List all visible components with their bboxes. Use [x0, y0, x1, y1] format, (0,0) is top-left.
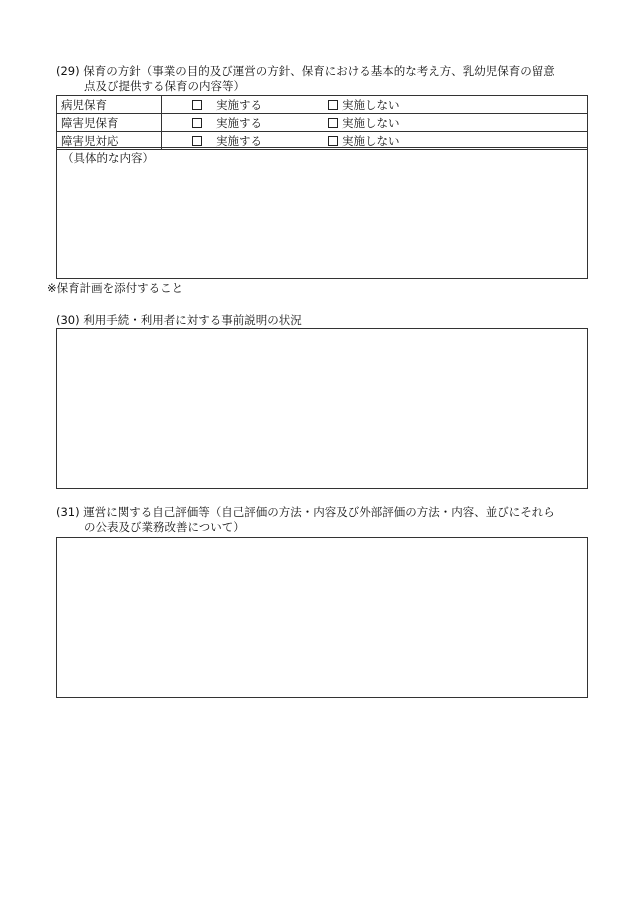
option-no[interactable]: 実施しない [328, 133, 400, 149]
section-30-heading [56, 313, 302, 328]
detail-label: （具体的な内容） [62, 151, 154, 165]
detail-textarea[interactable] [56, 147, 588, 279]
option-no[interactable]: 実施しない [328, 97, 400, 113]
section-30-title: 利用手続・利用者に対する事前説明の状況 [83, 313, 302, 327]
section-29-title-line1: 保育の方針（事業の目的及び運営の方針、保育における基本的な考え方、乳幼児保育の留意 [83, 64, 555, 78]
option-yes[interactable]: 実施する [192, 133, 262, 149]
evaluation-textarea[interactable] [56, 537, 588, 698]
row-name: 障害児対応 [57, 132, 162, 150]
checkbox-icon[interactable] [328, 100, 338, 110]
checkbox-icon[interactable] [192, 100, 202, 110]
checkbox-icon[interactable] [328, 118, 338, 128]
section-31-title-line2: の公表及び業務改善について） [84, 520, 245, 534]
table-row [57, 114, 588, 132]
option-no[interactable]: 実施しない [328, 115, 400, 131]
section-29-heading [56, 64, 555, 79]
option-yes[interactable]: 実施する [192, 115, 262, 131]
row-name: 病児保育 [57, 96, 162, 114]
checkbox-icon[interactable] [192, 136, 202, 146]
section-31-heading [56, 505, 555, 520]
row-name: 障害児保育 [57, 114, 162, 132]
checkbox-icon[interactable] [192, 118, 202, 128]
section-29-title-line2: 点及び提供する保育の内容等） [84, 79, 245, 93]
section-29-number: (29) [56, 64, 80, 78]
checkbox-icon[interactable] [328, 136, 338, 146]
section-30-number: (30) [56, 313, 80, 327]
service-table [56, 95, 588, 150]
section-31-number: (31) [56, 505, 80, 519]
section-31-title-line1: 運営に関する自己評価等（自己評価の方法・内容及び外部評価の方法・内容、並びにそれら [83, 505, 555, 519]
table-row [57, 96, 588, 114]
option-yes[interactable]: 実施する [192, 97, 262, 113]
procedure-textarea[interactable] [56, 328, 588, 489]
attachment-note: ※保育計画を添付すること [47, 281, 184, 295]
